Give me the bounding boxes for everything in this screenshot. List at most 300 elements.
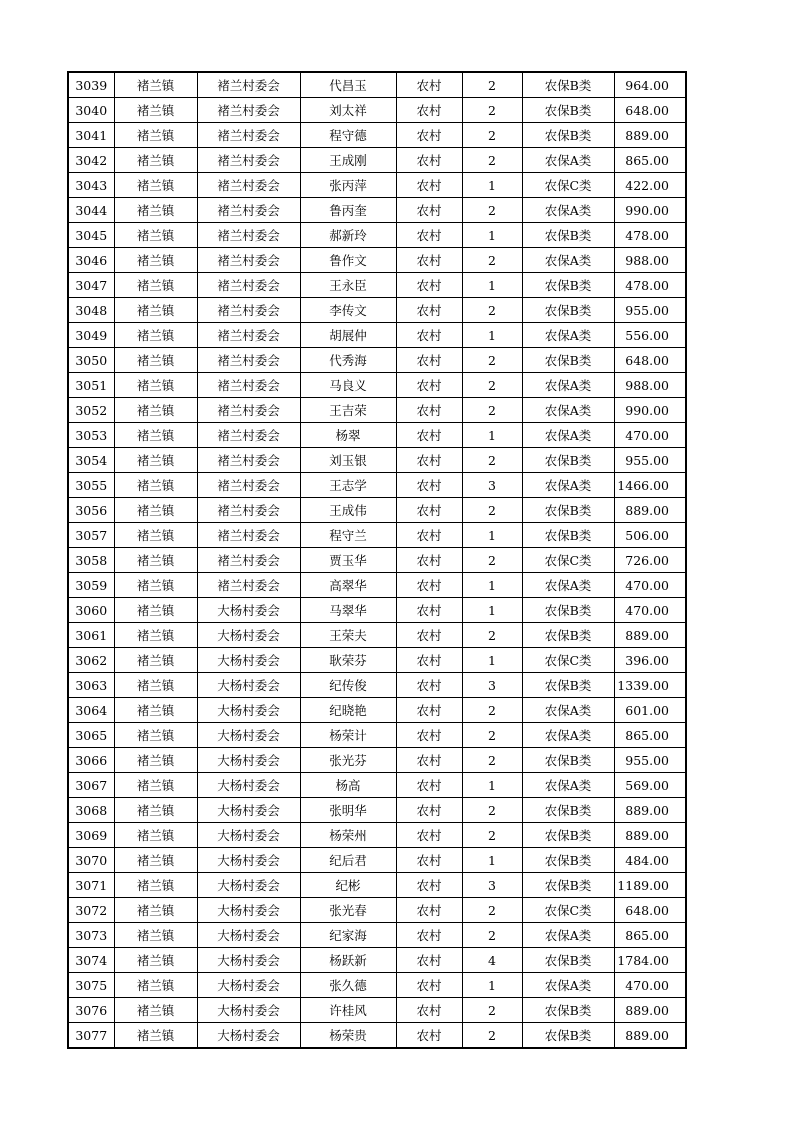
town-cell: 褚兰镇	[114, 998, 197, 1023]
serial-number-cell: 3064	[68, 698, 114, 723]
area-type-cell: 农村	[396, 573, 462, 598]
town-cell: 褚兰镇	[114, 248, 197, 273]
name-cell: 纪传俊	[300, 673, 396, 698]
town-cell: 褚兰镇	[114, 723, 197, 748]
village-committee-cell: 褚兰村委会	[197, 148, 300, 173]
table-row	[68, 298, 686, 323]
name-cell: 李传文	[300, 298, 396, 323]
amount-cell: 865.00	[614, 148, 686, 173]
household-size-cell: 2	[462, 498, 522, 523]
serial-number-cell: 3061	[68, 623, 114, 648]
village-committee-cell: 褚兰村委会	[197, 548, 300, 573]
amount-cell: 955.00	[614, 748, 686, 773]
serial-number-cell: 3074	[68, 948, 114, 973]
insurance-class-cell: 农保A类	[522, 248, 614, 273]
amount-cell: 988.00	[614, 373, 686, 398]
town-cell: 褚兰镇	[114, 573, 197, 598]
household-size-cell: 1	[462, 573, 522, 598]
town-cell: 褚兰镇	[114, 173, 197, 198]
area-type-cell: 农村	[396, 898, 462, 923]
area-type-cell: 农村	[396, 798, 462, 823]
insurance-class-cell: 农保A类	[522, 573, 614, 598]
insurance-class-cell: 农保B类	[522, 998, 614, 1023]
amount-cell: 470.00	[614, 973, 686, 998]
name-cell: 许桂风	[300, 998, 396, 1023]
household-size-cell: 2	[462, 1023, 522, 1049]
insurance-class-cell: 农保B类	[522, 348, 614, 373]
town-cell: 褚兰镇	[114, 898, 197, 923]
area-type-cell: 农村	[396, 448, 462, 473]
table-row	[68, 448, 686, 473]
table-row	[68, 98, 686, 123]
area-type-cell: 农村	[396, 698, 462, 723]
village-committee-cell: 褚兰村委会	[197, 198, 300, 223]
town-cell: 褚兰镇	[114, 423, 197, 448]
area-type-cell: 农村	[396, 823, 462, 848]
village-committee-cell: 大杨村委会	[197, 748, 300, 773]
area-type-cell: 农村	[396, 973, 462, 998]
village-committee-cell: 褚兰村委会	[197, 573, 300, 598]
table-row	[68, 673, 686, 698]
serial-number-cell: 3077	[68, 1023, 114, 1049]
amount-cell: 964.00	[614, 72, 686, 98]
area-type-cell: 农村	[396, 223, 462, 248]
insurance-class-cell: 农保A类	[522, 973, 614, 998]
insurance-class-cell: 农保B类	[522, 98, 614, 123]
amount-cell: 988.00	[614, 248, 686, 273]
insurance-class-cell: 农保A类	[522, 923, 614, 948]
insurance-class-cell: 农保B类	[522, 873, 614, 898]
insurance-class-cell: 农保B类	[522, 623, 614, 648]
household-size-cell: 3	[462, 473, 522, 498]
area-type-cell: 农村	[396, 673, 462, 698]
household-size-cell: 3	[462, 673, 522, 698]
insurance-class-cell: 农保C类	[522, 548, 614, 573]
area-type-cell: 农村	[396, 148, 462, 173]
table-row	[68, 123, 686, 148]
insurance-class-cell: 农保B类	[522, 598, 614, 623]
household-size-cell: 1	[462, 273, 522, 298]
town-cell: 褚兰镇	[114, 748, 197, 773]
area-type-cell: 农村	[396, 548, 462, 573]
serial-number-cell: 3051	[68, 373, 114, 398]
town-cell: 褚兰镇	[114, 773, 197, 798]
village-committee-cell: 大杨村委会	[197, 598, 300, 623]
name-cell: 王成刚	[300, 148, 396, 173]
household-size-cell: 2	[462, 548, 522, 573]
town-cell: 褚兰镇	[114, 298, 197, 323]
town-cell: 褚兰镇	[114, 473, 197, 498]
insurance-class-cell: 农保A类	[522, 773, 614, 798]
village-committee-cell: 大杨村委会	[197, 698, 300, 723]
town-cell: 褚兰镇	[114, 848, 197, 873]
household-size-cell: 2	[462, 198, 522, 223]
village-committee-cell: 大杨村委会	[197, 798, 300, 823]
village-committee-cell: 大杨村委会	[197, 923, 300, 948]
amount-cell: 648.00	[614, 98, 686, 123]
insurance-class-cell: 农保A类	[522, 373, 614, 398]
insurance-class-cell: 农保A类	[522, 473, 614, 498]
amount-cell: 478.00	[614, 273, 686, 298]
town-cell: 褚兰镇	[114, 72, 197, 98]
serial-number-cell: 3060	[68, 598, 114, 623]
insurance-class-cell: 农保A类	[522, 148, 614, 173]
household-size-cell: 2	[462, 623, 522, 648]
town-cell: 褚兰镇	[114, 1023, 197, 1049]
area-type-cell: 农村	[396, 323, 462, 348]
household-size-cell: 2	[462, 248, 522, 273]
amount-cell: 889.00	[614, 823, 686, 848]
amount-cell: 865.00	[614, 923, 686, 948]
serial-number-cell: 3056	[68, 498, 114, 523]
table-row	[68, 273, 686, 298]
table-row	[68, 948, 686, 973]
amount-cell: 726.00	[614, 548, 686, 573]
village-committee-cell: 褚兰村委会	[197, 448, 300, 473]
table-row	[68, 973, 686, 998]
town-cell: 褚兰镇	[114, 523, 197, 548]
table-row	[68, 423, 686, 448]
amount-cell: 506.00	[614, 523, 686, 548]
name-cell: 王永臣	[300, 273, 396, 298]
village-committee-cell: 褚兰村委会	[197, 398, 300, 423]
household-size-cell: 2	[462, 373, 522, 398]
table-row	[68, 848, 686, 873]
village-committee-cell: 大杨村委会	[197, 873, 300, 898]
table-row	[68, 148, 686, 173]
household-size-cell: 3	[462, 873, 522, 898]
table-row	[68, 998, 686, 1023]
town-cell: 褚兰镇	[114, 648, 197, 673]
serial-number-cell: 3053	[68, 423, 114, 448]
town-cell: 褚兰镇	[114, 373, 197, 398]
serial-number-cell: 3040	[68, 98, 114, 123]
serial-number-cell: 3066	[68, 748, 114, 773]
insurance-class-cell: 农保B类	[522, 948, 614, 973]
household-size-cell: 1	[462, 848, 522, 873]
serial-number-cell: 3042	[68, 148, 114, 173]
insurance-class-cell: 农保B类	[522, 523, 614, 548]
insurance-class-cell: 农保C类	[522, 898, 614, 923]
name-cell: 杨翠	[300, 423, 396, 448]
name-cell: 杨荣计	[300, 723, 396, 748]
village-committee-cell: 大杨村委会	[197, 973, 300, 998]
town-cell: 褚兰镇	[114, 148, 197, 173]
serial-number-cell: 3044	[68, 198, 114, 223]
village-committee-cell: 大杨村委会	[197, 773, 300, 798]
name-cell: 杨跃新	[300, 948, 396, 973]
household-size-cell: 2	[462, 298, 522, 323]
insurance-class-cell: 农保B类	[522, 798, 614, 823]
village-committee-cell: 大杨村委会	[197, 1023, 300, 1049]
amount-cell: 1339.00	[614, 673, 686, 698]
serial-number-cell: 3046	[68, 248, 114, 273]
area-type-cell: 农村	[396, 373, 462, 398]
serial-number-cell: 3072	[68, 898, 114, 923]
amount-cell: 470.00	[614, 573, 686, 598]
town-cell: 褚兰镇	[114, 223, 197, 248]
area-type-cell: 农村	[396, 848, 462, 873]
insurance-class-cell: 农保B类	[522, 72, 614, 98]
village-committee-cell: 褚兰村委会	[197, 473, 300, 498]
name-cell: 杨高	[300, 773, 396, 798]
name-cell: 王成伟	[300, 498, 396, 523]
household-size-cell: 1	[462, 423, 522, 448]
table-row	[68, 898, 686, 923]
household-size-cell: 1	[462, 223, 522, 248]
table-row	[68, 573, 686, 598]
table-row	[68, 823, 686, 848]
name-cell: 郝新玲	[300, 223, 396, 248]
area-type-cell: 农村	[396, 523, 462, 548]
area-type-cell: 农村	[396, 1023, 462, 1049]
amount-cell: 955.00	[614, 448, 686, 473]
table-row	[68, 348, 686, 373]
town-cell: 褚兰镇	[114, 323, 197, 348]
amount-cell: 470.00	[614, 423, 686, 448]
insurance-class-cell: 农保B类	[522, 298, 614, 323]
serial-number-cell: 3045	[68, 223, 114, 248]
serial-number-cell: 3069	[68, 823, 114, 848]
household-size-cell: 2	[462, 998, 522, 1023]
area-type-cell: 农村	[396, 773, 462, 798]
village-committee-cell: 褚兰村委会	[197, 373, 300, 398]
village-committee-cell: 大杨村委会	[197, 623, 300, 648]
name-cell: 程守德	[300, 123, 396, 148]
village-committee-cell: 大杨村委会	[197, 898, 300, 923]
serial-number-cell: 3076	[68, 998, 114, 1023]
insurance-class-cell: 农保B类	[522, 123, 614, 148]
name-cell: 王志学	[300, 473, 396, 498]
household-size-cell: 4	[462, 948, 522, 973]
area-type-cell: 农村	[396, 748, 462, 773]
table-row	[68, 798, 686, 823]
table-row	[68, 72, 686, 98]
household-size-cell: 2	[462, 723, 522, 748]
insurance-class-cell: 农保A类	[522, 198, 614, 223]
name-cell: 代秀海	[300, 348, 396, 373]
town-cell: 褚兰镇	[114, 598, 197, 623]
name-cell: 王荣夫	[300, 623, 396, 648]
town-cell: 褚兰镇	[114, 623, 197, 648]
insurance-class-cell: 农保B类	[522, 823, 614, 848]
insurance-class-cell: 农保B类	[522, 273, 614, 298]
amount-cell: 889.00	[614, 498, 686, 523]
name-cell: 张久德	[300, 973, 396, 998]
table-row	[68, 398, 686, 423]
village-committee-cell: 褚兰村委会	[197, 498, 300, 523]
village-committee-cell: 大杨村委会	[197, 848, 300, 873]
household-size-cell: 2	[462, 98, 522, 123]
name-cell: 王吉荣	[300, 398, 396, 423]
village-committee-cell: 褚兰村委会	[197, 348, 300, 373]
serial-number-cell: 3062	[68, 648, 114, 673]
town-cell: 褚兰镇	[114, 923, 197, 948]
area-type-cell: 农村	[396, 723, 462, 748]
amount-cell: 569.00	[614, 773, 686, 798]
amount-cell: 422.00	[614, 173, 686, 198]
table-row	[68, 923, 686, 948]
table-row	[68, 1023, 686, 1049]
insurance-class-cell: 农保A类	[522, 423, 614, 448]
town-cell: 褚兰镇	[114, 98, 197, 123]
household-size-cell: 1	[462, 323, 522, 348]
area-type-cell: 农村	[396, 398, 462, 423]
village-committee-cell: 大杨村委会	[197, 823, 300, 848]
household-size-cell: 2	[462, 923, 522, 948]
amount-cell: 990.00	[614, 398, 686, 423]
insurance-class-cell: 农保C类	[522, 648, 614, 673]
town-cell: 褚兰镇	[114, 873, 197, 898]
name-cell: 马良义	[300, 373, 396, 398]
area-type-cell: 农村	[396, 98, 462, 123]
insurance-class-cell: 农保A类	[522, 398, 614, 423]
serial-number-cell: 3055	[68, 473, 114, 498]
town-cell: 褚兰镇	[114, 348, 197, 373]
household-size-cell: 2	[462, 798, 522, 823]
insurance-class-cell: 农保C类	[522, 173, 614, 198]
table-row	[68, 473, 686, 498]
name-cell: 杨荣贵	[300, 1023, 396, 1049]
roster-body	[68, 72, 686, 1048]
town-cell: 褚兰镇	[114, 698, 197, 723]
table-row	[68, 873, 686, 898]
household-size-cell: 2	[462, 748, 522, 773]
town-cell: 褚兰镇	[114, 948, 197, 973]
table-row	[68, 773, 686, 798]
serial-number-cell: 3047	[68, 273, 114, 298]
name-cell: 张丙萍	[300, 173, 396, 198]
insurance-class-cell: 农保A类	[522, 723, 614, 748]
insurance-class-cell: 农保A类	[522, 323, 614, 348]
amount-cell: 1784.00	[614, 948, 686, 973]
area-type-cell: 农村	[396, 348, 462, 373]
name-cell: 纪晓艳	[300, 698, 396, 723]
household-size-cell: 1	[462, 173, 522, 198]
table-row	[68, 198, 686, 223]
insurance-class-cell: 农保B类	[522, 223, 614, 248]
name-cell: 刘玉银	[300, 448, 396, 473]
insurance-class-cell: 农保B类	[522, 673, 614, 698]
village-committee-cell: 褚兰村委会	[197, 523, 300, 548]
serial-number-cell: 3041	[68, 123, 114, 148]
serial-number-cell: 3050	[68, 348, 114, 373]
village-committee-cell: 褚兰村委会	[197, 72, 300, 98]
area-type-cell: 农村	[396, 598, 462, 623]
serial-number-cell: 3058	[68, 548, 114, 573]
area-type-cell: 农村	[396, 298, 462, 323]
area-type-cell: 农村	[396, 473, 462, 498]
name-cell: 马翠华	[300, 598, 396, 623]
table-row	[68, 173, 686, 198]
name-cell: 鲁丙奎	[300, 198, 396, 223]
insurance-class-cell: 农保B类	[522, 448, 614, 473]
area-type-cell: 农村	[396, 423, 462, 448]
town-cell: 褚兰镇	[114, 823, 197, 848]
name-cell: 张明华	[300, 798, 396, 823]
table-row	[68, 598, 686, 623]
name-cell: 程守兰	[300, 523, 396, 548]
amount-cell: 1189.00	[614, 873, 686, 898]
village-committee-cell: 褚兰村委会	[197, 248, 300, 273]
household-size-cell: 2	[462, 348, 522, 373]
village-committee-cell: 褚兰村委会	[197, 98, 300, 123]
household-size-cell: 1	[462, 973, 522, 998]
village-committee-cell: 褚兰村委会	[197, 273, 300, 298]
table-row	[68, 748, 686, 773]
serial-number-cell: 3075	[68, 973, 114, 998]
name-cell: 杨荣州	[300, 823, 396, 848]
table-row	[68, 223, 686, 248]
village-committee-cell: 大杨村委会	[197, 648, 300, 673]
household-size-cell: 2	[462, 72, 522, 98]
village-committee-cell: 大杨村委会	[197, 948, 300, 973]
amount-cell: 396.00	[614, 648, 686, 673]
name-cell: 鲁作文	[300, 248, 396, 273]
amount-cell: 648.00	[614, 348, 686, 373]
town-cell: 褚兰镇	[114, 548, 197, 573]
name-cell: 代昌玉	[300, 72, 396, 98]
name-cell: 高翠华	[300, 573, 396, 598]
name-cell: 纪后君	[300, 848, 396, 873]
household-size-cell: 2	[462, 823, 522, 848]
serial-number-cell: 3052	[68, 398, 114, 423]
village-committee-cell: 褚兰村委会	[197, 173, 300, 198]
table-row	[68, 248, 686, 273]
amount-cell: 478.00	[614, 223, 686, 248]
serial-number-cell: 3048	[68, 298, 114, 323]
table-row	[68, 723, 686, 748]
table-row	[68, 323, 686, 348]
serial-number-cell: 3065	[68, 723, 114, 748]
village-committee-cell: 褚兰村委会	[197, 423, 300, 448]
household-size-cell: 1	[462, 523, 522, 548]
amount-cell: 865.00	[614, 723, 686, 748]
name-cell: 刘太祥	[300, 98, 396, 123]
insurance-class-cell: 农保B类	[522, 848, 614, 873]
amount-cell: 889.00	[614, 998, 686, 1023]
amount-cell: 484.00	[614, 848, 686, 873]
town-cell: 褚兰镇	[114, 973, 197, 998]
insurance-class-cell: 农保A类	[522, 698, 614, 723]
area-type-cell: 农村	[396, 923, 462, 948]
amount-cell: 990.00	[614, 198, 686, 223]
table-row	[68, 548, 686, 573]
serial-number-cell: 3063	[68, 673, 114, 698]
name-cell: 纪彬	[300, 873, 396, 898]
insurance-class-cell: 农保B类	[522, 1023, 614, 1049]
amount-cell: 648.00	[614, 898, 686, 923]
area-type-cell: 农村	[396, 648, 462, 673]
amount-cell: 1466.00	[614, 473, 686, 498]
area-type-cell: 农村	[396, 198, 462, 223]
area-type-cell: 农村	[396, 173, 462, 198]
household-size-cell: 2	[462, 898, 522, 923]
village-committee-cell: 大杨村委会	[197, 723, 300, 748]
household-size-cell: 2	[462, 398, 522, 423]
table-row	[68, 523, 686, 548]
household-size-cell: 2	[462, 123, 522, 148]
amount-cell: 470.00	[614, 598, 686, 623]
table-row	[68, 373, 686, 398]
amount-cell: 955.00	[614, 298, 686, 323]
table-row	[68, 623, 686, 648]
name-cell: 胡展仲	[300, 323, 396, 348]
household-size-cell: 2	[462, 148, 522, 173]
roster-table	[67, 71, 687, 1049]
village-committee-cell: 褚兰村委会	[197, 323, 300, 348]
area-type-cell: 农村	[396, 998, 462, 1023]
